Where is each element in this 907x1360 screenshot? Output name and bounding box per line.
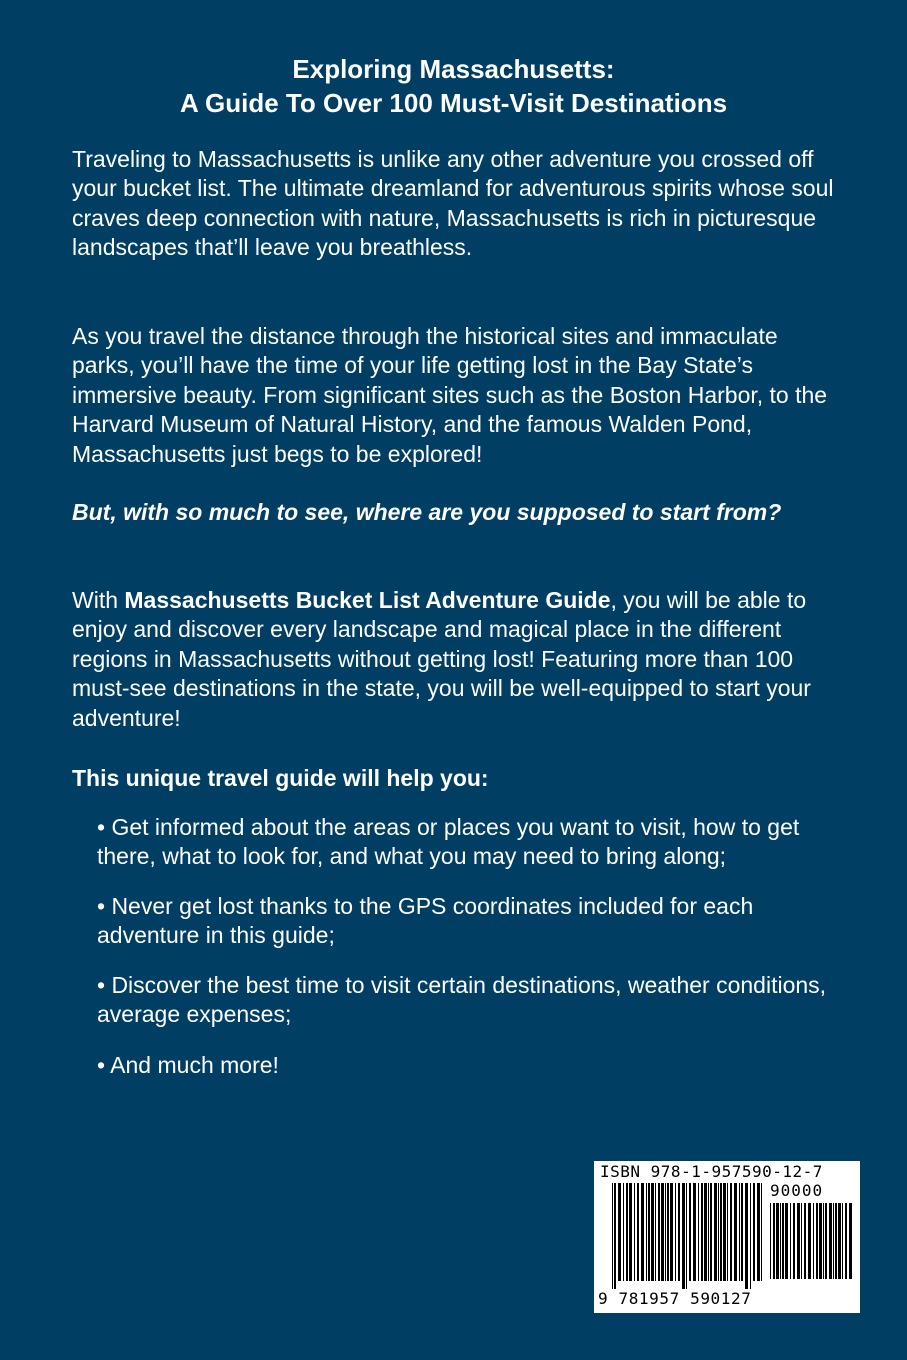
barcode-bar <box>651 1183 654 1281</box>
barcode-bar <box>727 1183 728 1281</box>
barcode-bar <box>667 1183 669 1281</box>
barcode-bar <box>785 1203 788 1279</box>
barcode-bar <box>761 1183 762 1281</box>
barcode-bar <box>648 1183 650 1281</box>
barcode-bar <box>776 1203 779 1279</box>
barcode-bar <box>770 1203 771 1279</box>
barcode-bar <box>689 1183 691 1281</box>
barcode-bar <box>612 1183 613 1289</box>
barcode-bar <box>734 1183 737 1281</box>
list-item: • Discover the best time to visit certain destinations, weather conditions, average expenses; <box>97 972 827 1028</box>
question-paragraph: But, with so much to see, where are you supposed to start from? <box>72 499 782 525</box>
title-line-1: Exploring Massachusetts: <box>292 54 615 84</box>
barcode-bar <box>655 1183 656 1281</box>
ean-barcode-bars <box>612 1183 764 1289</box>
barcode-bar <box>682 1183 685 1289</box>
barcode-bar <box>629 1183 632 1281</box>
barcode-bar <box>723 1183 726 1281</box>
barcode-bar <box>718 1183 719 1281</box>
barcode-bar <box>793 1203 795 1279</box>
barcode-bar <box>833 1203 834 1279</box>
barcode-bar <box>618 1183 621 1281</box>
barcode-bar <box>661 1183 664 1281</box>
barcode-bar <box>641 1183 644 1281</box>
price-code: 90000 <box>770 1181 824 1200</box>
barcode-bar <box>845 1203 847 1279</box>
third-paragraph <box>72 586 842 733</box>
barcode-bar <box>741 1183 743 1281</box>
barcode-bar <box>745 1183 748 1289</box>
barcode-bar <box>678 1183 680 1281</box>
barcode-bar <box>675 1183 676 1281</box>
barcode-bar <box>626 1183 628 1281</box>
barcode-bar <box>704 1183 707 1281</box>
barcode-bar <box>750 1183 751 1289</box>
isbn-barcode <box>594 1161 860 1313</box>
barcode-bar <box>708 1183 709 1281</box>
barcode-bar <box>693 1183 696 1281</box>
barcode-bar <box>780 1203 781 1279</box>
barcode-bar <box>797 1203 800 1279</box>
barcode-bar <box>801 1203 802 1279</box>
barcode-bar <box>720 1183 722 1281</box>
title-line-2: A Guide To Over 100 Must-Visit Destinations <box>179 88 728 118</box>
isbn-label: ISBN 978-1-957590-12-7 <box>600 1162 823 1181</box>
barcode-bar <box>670 1183 673 1281</box>
barcode-bar <box>658 1183 660 1281</box>
intro-paragraph: Traveling to Massachusetts is unlike any other adventure you crossed off your bucket list. The ultimate dreamland for adventurous spirits whose soul craves deep connection with nature, Massachusetts is rich in picturesque landscapes that’ll leave you breathless. <box>72 146 834 261</box>
book-title-bold: Massachusetts Bucket List Adventure Guide <box>124 587 611 613</box>
barcode-bar <box>829 1203 832 1279</box>
barcode-bar <box>646 1183 647 1281</box>
barcode-bar <box>819 1203 822 1279</box>
barcode-bar <box>808 1203 811 1279</box>
second-paragraph: As you travel the distance through the historical sites and immaculate parks, you’ll have the time of your life getting lost in the Bay State’s immersive beauty. From significant sites such as the Boston Harbor, to the Harvard Museum of Natural History, and the famous Walden Pond, Massachusetts just begs to be explored! <box>72 323 828 467</box>
barcode-bar <box>753 1183 755 1281</box>
barcode-bar <box>710 1183 712 1281</box>
barcode-bar <box>835 1203 837 1279</box>
list-heading: This unique travel guide will help you: <box>72 765 489 791</box>
barcode-bar <box>698 1183 699 1281</box>
barcode-bar <box>701 1183 703 1281</box>
list-item: • Get informed about the areas or places you want to visit, how to get there, what to look for, and what you may need to bring along; <box>97 814 800 870</box>
barcode-bar <box>782 1203 784 1279</box>
list-item: • And much more! <box>97 1052 279 1078</box>
barcode-bar <box>813 1203 814 1279</box>
barcode-bar <box>623 1183 624 1281</box>
barcode-bar <box>773 1203 775 1279</box>
barcode-bar <box>686 1183 687 1289</box>
barcode-bar <box>804 1203 806 1279</box>
back-cover-title <box>0 52 907 120</box>
barcode-bar <box>757 1183 760 1281</box>
barcode-bar <box>634 1183 635 1281</box>
list-item: • Never get lost thanks to the GPS coordinates included for each adventure in this guide; <box>97 893 754 949</box>
barcode-bar <box>714 1183 717 1281</box>
third-prefix: With <box>72 587 125 613</box>
barcode-bar <box>739 1183 740 1281</box>
addon-barcode-bars <box>770 1203 854 1287</box>
barcode-bar <box>790 1203 791 1279</box>
barcode-bar <box>665 1183 666 1281</box>
barcode-bar <box>614 1183 616 1289</box>
barcode-bar <box>823 1203 824 1279</box>
third-suffix: , you will be able to enjoy and discover every landscape and magical place in the different regions in Massachusetts without getting lost! Featuring more than 100 must-see destinations in the state, you will be well-equipped to start your adventure! <box>72 587 811 731</box>
barcode-bar <box>730 1183 732 1281</box>
barcode-bar <box>637 1183 639 1281</box>
barcode-bar <box>849 1203 852 1279</box>
barcode-bar <box>816 1203 818 1279</box>
ean-digits: 9 781957 590127 <box>598 1289 752 1308</box>
barcode-bar <box>825 1203 827 1279</box>
barcode-bar <box>838 1203 841 1279</box>
barcode-bar <box>842 1203 843 1279</box>
